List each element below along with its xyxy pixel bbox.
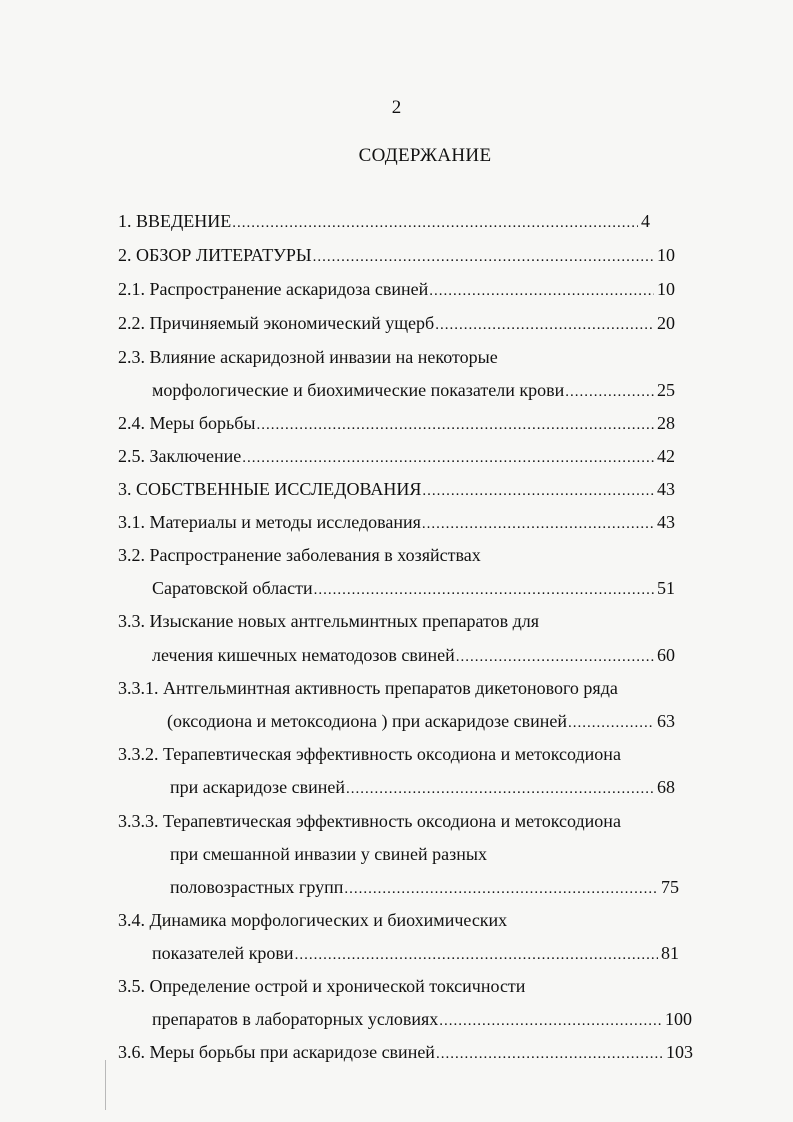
toc-entry-line bbox=[118, 609, 539, 633]
leader-dots bbox=[232, 211, 638, 235]
leader-dots bbox=[456, 645, 654, 669]
toc-page: 42 bbox=[657, 446, 675, 466]
toc-title: Антгельминтная активность препаратов дикетонового ряда bbox=[163, 678, 618, 698]
leader-dots bbox=[435, 313, 654, 337]
toc-title: (оксодиона и метоксодиона ) при аскаридозе свиней bbox=[167, 711, 567, 731]
toc-entry-line bbox=[118, 809, 621, 833]
toc-entry-line bbox=[170, 842, 487, 866]
toc-entry bbox=[152, 1007, 692, 1031]
toc-number: 3.6. bbox=[118, 1042, 145, 1062]
toc-page: 28 bbox=[657, 413, 675, 433]
toc-entry bbox=[118, 444, 675, 468]
page-number: 2 bbox=[391, 97, 402, 118]
toc-number: 2.1. bbox=[118, 279, 145, 299]
toc-title: Меры борьбы bbox=[149, 413, 256, 433]
toc-title: лечения кишечных нематодозов свиней bbox=[152, 645, 455, 665]
toc-entry bbox=[118, 411, 675, 435]
leader-dots bbox=[314, 578, 654, 602]
toc-title: показателей крови bbox=[152, 943, 294, 963]
toc-title: Терапевтическая эффективность оксодиона и метоксодиона bbox=[163, 811, 621, 831]
toc-page: 68 bbox=[657, 777, 675, 797]
toc-title: Материалы и методы исследования bbox=[149, 512, 421, 532]
leader-dots bbox=[295, 943, 658, 967]
toc-entry bbox=[167, 709, 675, 733]
toc-entry bbox=[170, 775, 675, 799]
toc-entry-line bbox=[118, 908, 507, 932]
toc-title: Определение острой и хронической токсичности bbox=[149, 976, 526, 996]
toc-page: 63 bbox=[657, 711, 675, 731]
toc-number: 1. bbox=[118, 211, 132, 231]
toc-entry bbox=[170, 875, 679, 899]
toc-entry-line bbox=[118, 974, 525, 998]
page-title: СОДЕРЖАНИЕ bbox=[358, 145, 492, 166]
toc-title: Заключение bbox=[149, 446, 242, 466]
toc-number: 3.3.2. bbox=[118, 744, 159, 764]
toc-entry bbox=[118, 510, 675, 534]
toc-entry bbox=[118, 311, 675, 335]
toc-entry bbox=[118, 477, 675, 501]
leader-dots bbox=[565, 380, 654, 404]
toc-page: 43 bbox=[657, 512, 675, 532]
toc-number: 3.5. bbox=[118, 976, 145, 996]
leader-dots bbox=[429, 279, 654, 303]
toc-page: 81 bbox=[661, 943, 679, 963]
toc-title: Распространение аскаридоза свиней bbox=[149, 279, 429, 299]
toc-entry bbox=[152, 941, 679, 965]
toc-number: 2. bbox=[118, 245, 132, 265]
toc-entry-line bbox=[118, 543, 481, 567]
toc-number: 3.3.1. bbox=[118, 678, 159, 698]
toc-number: 3.2. bbox=[118, 545, 145, 565]
toc-entry bbox=[118, 277, 675, 301]
toc-number: 3.3. bbox=[118, 611, 145, 631]
toc-page: 100 bbox=[665, 1009, 692, 1029]
toc-page: 43 bbox=[657, 479, 675, 499]
toc-title: при аскаридозе свиней bbox=[170, 777, 345, 797]
toc-entry bbox=[152, 576, 675, 600]
leader-dots bbox=[422, 512, 654, 536]
toc-title: Терапевтическая эффективность оксодиона и метоксодиона bbox=[163, 744, 621, 764]
toc-title: Меры борьбы при аскаридозе свиней bbox=[149, 1042, 435, 1062]
toc-entry-line bbox=[118, 345, 498, 369]
toc-page: 60 bbox=[657, 645, 675, 665]
toc-title: Изыскание новых антгельминтных препаратов для bbox=[149, 611, 540, 631]
toc-number: 3. bbox=[118, 479, 132, 499]
toc-page: 10 bbox=[657, 279, 675, 299]
toc-number: 2.3. bbox=[118, 347, 145, 367]
toc-page: 4 bbox=[641, 211, 650, 231]
leader-dots bbox=[242, 446, 654, 470]
toc-page: 25 bbox=[657, 380, 675, 400]
toc-entry bbox=[118, 1040, 693, 1064]
leader-dots bbox=[439, 1009, 662, 1033]
toc-entry bbox=[152, 643, 675, 667]
toc-title: половозрастных групп bbox=[170, 877, 344, 897]
toc-title: Саратовской области bbox=[152, 578, 313, 598]
toc-number: 2.4. bbox=[118, 413, 145, 433]
leader-dots bbox=[346, 777, 654, 801]
leader-dots bbox=[436, 1042, 663, 1066]
toc-page: 75 bbox=[661, 877, 679, 897]
toc-number: 2.5. bbox=[118, 446, 145, 466]
toc-title: Влияние аскаридозной инвазии на некоторые bbox=[149, 347, 498, 367]
leader-dots bbox=[422, 479, 654, 503]
toc-title: Динамика морфологических и биохимических bbox=[149, 910, 508, 930]
toc-page: 103 bbox=[666, 1042, 693, 1062]
toc-title: Причиняемый экономический ущерб bbox=[149, 313, 435, 333]
leader-dots bbox=[344, 877, 658, 901]
toc-number: 3.3.3. bbox=[118, 811, 159, 831]
toc-entry bbox=[118, 243, 675, 267]
leader-dots bbox=[313, 245, 654, 269]
toc-title: СОБСТВЕННЫЕ ИССЛЕДОВАНИЯ bbox=[136, 479, 422, 499]
toc-entry-line bbox=[118, 676, 618, 700]
toc-title: Распространение заболевания в хозяйствах bbox=[149, 545, 481, 565]
toc-title: при смешанной инвазии у свиней разных bbox=[170, 844, 487, 864]
toc-page: 10 bbox=[657, 245, 675, 265]
leader-dots bbox=[568, 711, 654, 735]
toc-entry-line bbox=[118, 742, 621, 766]
toc-entry bbox=[118, 209, 650, 233]
toc-number: 3.1. bbox=[118, 512, 145, 532]
leader-dots bbox=[256, 413, 654, 437]
toc-page: 20 bbox=[657, 313, 675, 333]
toc-page: 51 bbox=[657, 578, 675, 598]
toc-entry bbox=[152, 378, 675, 402]
scan-margin-line bbox=[105, 1060, 106, 1110]
toc-title: морфологические и биохимические показатели крови bbox=[152, 380, 565, 400]
toc-title: препаратов в лабораторных условиях bbox=[152, 1009, 439, 1029]
toc-number: 2.2. bbox=[118, 313, 145, 333]
toc-title: ОБЗОР ЛИТЕРАТУРЫ bbox=[136, 245, 312, 265]
toc-number: 3.4. bbox=[118, 910, 145, 930]
toc-title: ВВЕДЕНИЕ bbox=[136, 211, 232, 231]
